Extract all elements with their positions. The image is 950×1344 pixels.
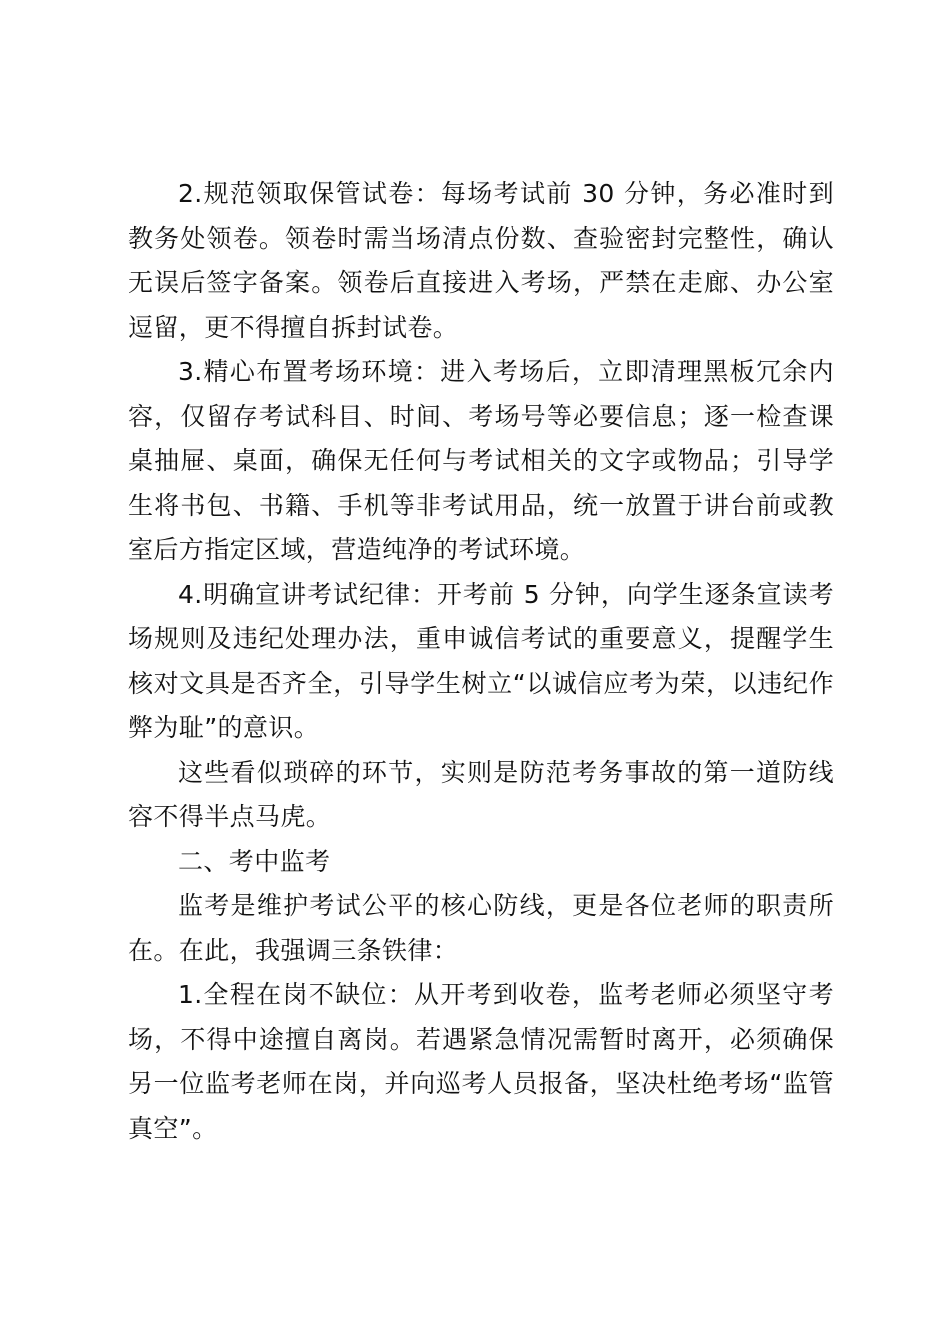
paragraph-collect-papers: 2.规范领取保管试卷：每场考试前 30 分钟，务必准时到教务处领卷。领卷时需当场清点份数、查验密封完整性，确认无误后签字备案。领卷后直接进入考场，严禁在走廊、办公室逗留，更不得擅自拆封试卷。 xyxy=(128,179,834,342)
paragraph-stay-on-post: 1.全程在岗不缺位：从开考到收卷，监考老师必须坚守考场，不得中途擅自离岗。若遇紧急情况需暂时离开，必须确保另一位监考老师在岗，并向巡考人员报备，坚决杜绝考场“监管真空”。 xyxy=(128,980,834,1143)
paragraph-invigilation-intro: 监考是维护考试公平的核心防线，更是各位老师的职责所在。在此，我强调三条铁律： xyxy=(128,891,834,965)
section-heading: 二、考中监考 xyxy=(178,846,331,876)
paragraph-arrange-room: 3.精心布置考场环境：进入考场后，立即清理黑板冗余内容，仅留存考试科目、时间、考场号等必要信息；逐一检查课桌抽屉、桌面，确保无任何与考试相关的文字或物品；引导学生将书包、书籍、手机等非考试用品，统一放置于讲台前或教室后方指定区域，营造纯净的考试环境。 xyxy=(128,357,834,564)
paragraph-summary: 这些看似琐碎的环节，实则是防范考务事故的第一道防线容不得半点马虎。 xyxy=(128,757,834,831)
paragraph-exam-discipline: 4.明确宣讲考试纪律：开考前 5 分钟，向学生逐条宣读考场规则及违纪处理办法，重申诚信考试的重要意义，提醒学生核对文具是否齐全，引导学生树立“以诚信应考为荣，以违纪作弊为耻”的意识。 xyxy=(128,579,834,742)
document-body xyxy=(128,172,834,1151)
